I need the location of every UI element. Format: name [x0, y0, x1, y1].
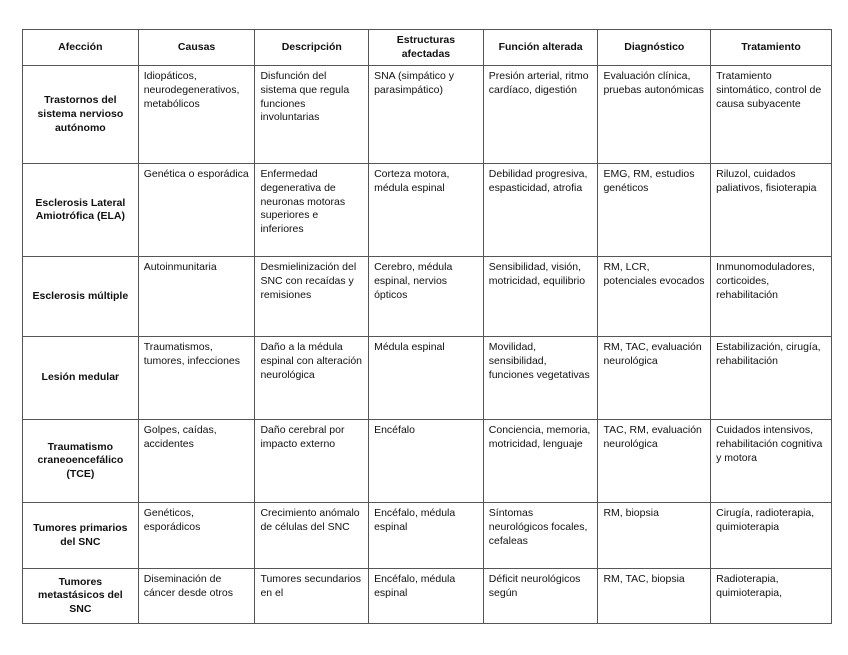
cell-affection: Trastornos del sistema nervioso autónomo — [23, 66, 139, 164]
cell-causes: Idiopáticos, neurodegenerativos, metabólicos — [138, 66, 255, 164]
cell-function: Movilidad, sensibilidad, funciones vegetativas — [483, 337, 598, 420]
header-funcion: Función alterada — [483, 30, 598, 66]
table-row — [23, 66, 832, 164]
table-row — [23, 420, 832, 503]
cell-structures: Médula espinal — [369, 337, 484, 420]
cell-diagnosis-text: RM, TAC, biopsia — [603, 573, 685, 586]
cell-description: Enfermedad degenerativa de neuronas motoras superiores e inferiores — [255, 164, 369, 257]
cell-diagnosis: RM, TAC, evaluación neurológica — [598, 337, 711, 420]
cell-structures — [369, 569, 484, 624]
header-causas: Causas — [138, 30, 255, 66]
cell-description: Daño cerebral por impacto externo — [255, 420, 369, 503]
cell-structures-text: Encéfalo, médula espinal — [374, 573, 456, 599]
table-header-row — [23, 30, 832, 66]
cell-structures: Encéfalo, médula espinal — [369, 503, 484, 569]
cell-affection: Tumores primarios del SNC — [23, 503, 139, 569]
cell-treatment-text: Radioterapia, quimioterapia, — [716, 573, 783, 599]
cell-function: Conciencia, memoria, motricidad, lenguaje — [483, 420, 598, 503]
cell-affection: Traumatismo craneoencefálico (TCE) — [23, 420, 139, 503]
cell-description: Crecimiento anómalo de células del SNC — [255, 503, 369, 569]
table-row — [23, 337, 832, 420]
header-tratamiento: Tratamiento — [711, 30, 832, 66]
header-estructuras: Estructuras afectadas — [369, 30, 484, 66]
cell-diagnosis — [598, 569, 711, 624]
table-row — [23, 257, 832, 337]
cell-treatment: Tratamiento sintomático, control de causa subyacente — [711, 66, 832, 164]
cell-causes: Autoinmunitaria — [138, 257, 255, 337]
cell-diagnosis: RM, biopsia — [598, 503, 711, 569]
cell-causes: Golpes, caídas, accidentes — [138, 420, 255, 503]
cell-treatment — [711, 569, 832, 624]
cell-treatment: Estabilización, cirugía, rehabilitación — [711, 337, 832, 420]
cell-affection: Esclerosis múltiple — [23, 257, 139, 337]
cell-description: Desmielinización del SNC con recaídas y remisiones — [255, 257, 369, 337]
document-page — [22, 29, 832, 624]
cell-affection: Lesión medular — [23, 337, 139, 420]
cell-structures: Encéfalo — [369, 420, 484, 503]
cell-diagnosis: TAC, RM, evaluación neurológica — [598, 420, 711, 503]
cell-causes: Traumatismos, tumores, infecciones — [138, 337, 255, 420]
cell-treatment: Cirugía, radioterapia, quimioterapia — [711, 503, 832, 569]
cell-diagnosis: RM, LCR, potenciales evocados — [598, 257, 711, 337]
disorders-table — [22, 29, 832, 624]
cell-causes — [138, 569, 255, 624]
table-row — [23, 503, 832, 569]
cell-structures: Corteza motora, médula espinal — [369, 164, 484, 257]
cell-affection: Tumores metastásicos del SNC — [23, 569, 139, 624]
cell-causes: Genética o esporádica — [138, 164, 255, 257]
cell-diagnosis: Evaluación clínica, pruebas autonómicas — [598, 66, 711, 164]
cell-description: Disfunción del sistema que regula funciones involuntarias — [255, 66, 369, 164]
cell-treatment: Inmunomoduladores, corticoides, rehabilitación — [711, 257, 832, 337]
cell-structures: Cerebro, médula espinal, nervios ópticos — [369, 257, 484, 337]
cell-affection: Esclerosis Lateral Amiotrófica (ELA) — [23, 164, 139, 257]
cell-treatment: Riluzol, cuidados paliativos, fisioterapia — [711, 164, 832, 257]
cell-causes-text: Diseminación de cáncer desde otros — [143, 573, 234, 599]
cell-function: Debilidad progresiva, espasticidad, atrofia — [483, 164, 598, 257]
cell-causes: Genéticos, esporádicos — [138, 503, 255, 569]
cell-treatment: Cuidados intensivos, rehabilitación cognitiva y motora — [711, 420, 832, 503]
header-afeccion: Afección — [23, 30, 139, 66]
cell-description — [255, 569, 369, 624]
header-descripcion: Descripción — [255, 30, 369, 66]
cell-function: Sensibilidad, visión, motricidad, equilibrio — [483, 257, 598, 337]
header-diagnostico: Diagnóstico — [598, 30, 711, 66]
cell-function-text: Déficit neurológicos según — [488, 573, 581, 599]
cell-description-text: Tumores secundarios en el — [260, 573, 362, 599]
cell-function: Presión arterial, ritmo cardíaco, digestión — [483, 66, 598, 164]
cell-description: Daño a la médula espinal con alteración neurológica — [255, 337, 369, 420]
cell-function — [483, 569, 598, 624]
table-row — [23, 164, 832, 257]
cell-diagnosis: EMG, RM, estudios genéticos — [598, 164, 711, 257]
table-row — [23, 569, 832, 624]
cell-function: Síntomas neurológicos focales, cefaleas — [483, 503, 598, 569]
cell-structures: SNA (simpático y parasimpático) — [369, 66, 484, 164]
